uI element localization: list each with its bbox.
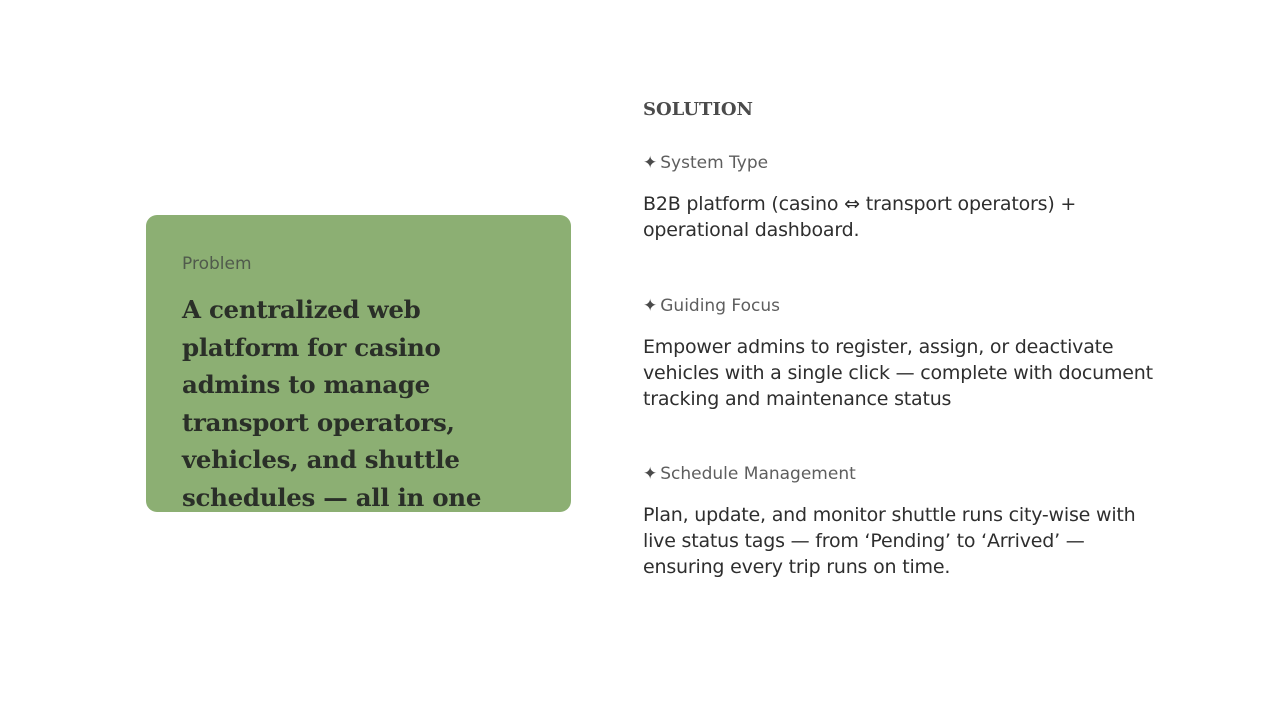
section-label-row <box>643 463 1163 485</box>
section-label-row <box>643 152 1163 174</box>
solution-section-guiding-focus <box>643 295 1163 412</box>
section-body: Plan, update, and monitor shuttle runs city-wise with live status tags — from ‘Pending’ to ‘Arrived’ — ensuring every trip runs on time. <box>643 504 1136 578</box>
section-label-row <box>643 295 1163 317</box>
sparkle-icon: ✦ <box>643 296 658 316</box>
section-label: System Type <box>660 153 769 173</box>
solution-section-system-type <box>643 152 1163 243</box>
section-label: Guiding Focus <box>660 296 780 316</box>
sparkle-icon: ✦ <box>643 464 658 484</box>
solution-section-schedule-management <box>643 463 1163 580</box>
problem-statement: A centralized web platform for casino admins to manage transport operators, vehicles, and shuttle schedules — all in one <box>182 295 482 512</box>
problem-card <box>146 215 571 512</box>
section-body: Empower admins to register, assign, or deactivate vehicles with a single click — complete with document tracking and maintenance status <box>643 336 1153 410</box>
solution-heading: SOLUTION <box>643 99 753 120</box>
sparkle-icon: ✦ <box>643 153 658 173</box>
section-label: Schedule Management <box>660 464 856 484</box>
problem-label: Problem <box>182 254 252 274</box>
section-body: B2B platform (casino ⇔ transport operators) + operational dashboard. <box>643 193 1077 241</box>
solution-panel <box>643 96 1163 578</box>
